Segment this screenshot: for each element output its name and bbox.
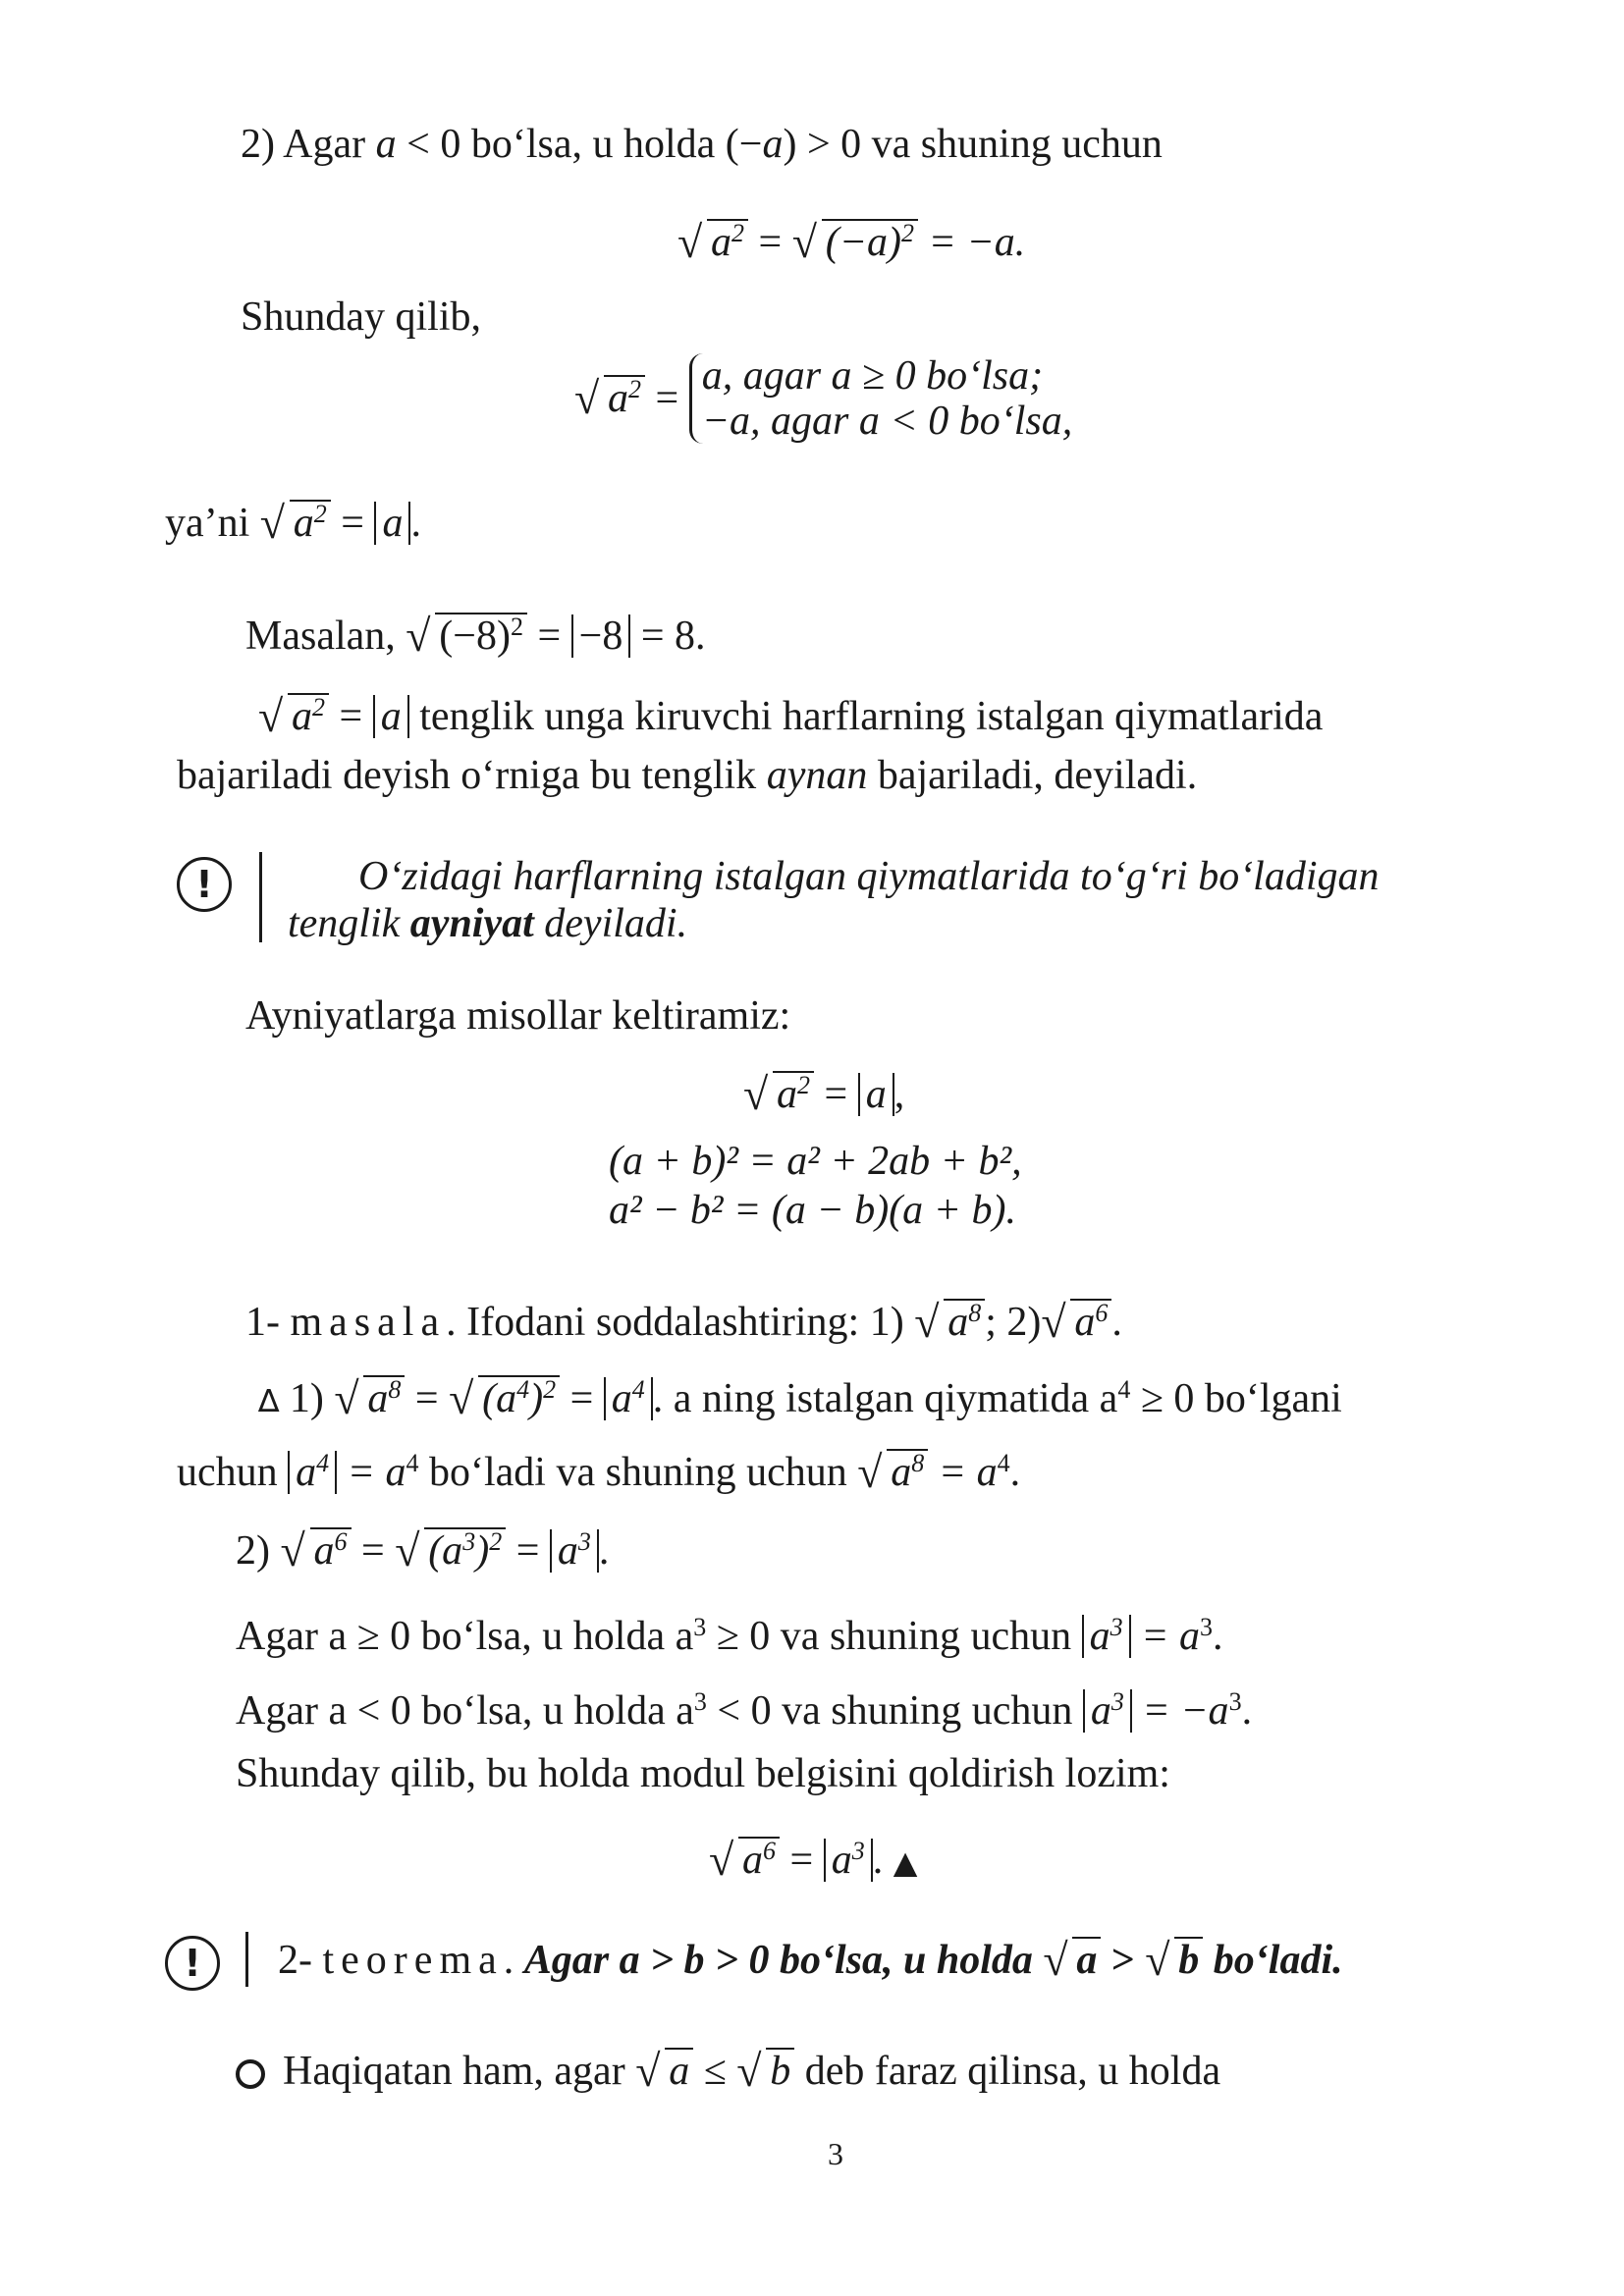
example-2: (a + b)² = a² + 2ab + b², [609, 1139, 1022, 1184]
solution-line-6: Shunday qilib, bu holda modul belgisini qoldirish lozim: [236, 1751, 1170, 1796]
equation-sqrt-neg-a: √ $a^2$ = √ $(-a)^2 = -a$. [677, 218, 1025, 267]
line-agar-negative: 2) Agar a < 0 bo‘lsa, u holda (−a) > 0 va shuning uchun [241, 122, 1163, 167]
definition-bar [259, 852, 262, 942]
example-1: √ $a^2 = a$ , [743, 1070, 904, 1119]
proof-start-icon [236, 2059, 265, 2089]
definition-line-1: O‘zidagi harflarning istalgan qiymatlarida to‘g‘ri bo‘ladigan [358, 854, 1380, 899]
solution-line-4: Agar a ≥ 0 bo‘lsa, u holda $a^3 \ge 0$ va shuning uchun $a^3 = a^3$. [236, 1613, 1223, 1659]
line-yani-abs: ya’ni √ $a^2 = a$ . [165, 499, 421, 548]
example-3: a² − b² = (a − b)(a + b). [609, 1188, 1016, 1233]
line-ayniyatlarga: Ayniyatlarga misollar keltiramiz: [245, 993, 791, 1039]
line-bajariladi: bajariladi deyish o‘rniga bu tenglik aynan bajariladi, deyiladi. [177, 753, 1198, 798]
theorem-bar [245, 1932, 248, 1987]
solution-line-5: Agar a < 0 bo‘lsa, u holda $a^3 < 0$ va shuning uchun $a^3 = -a^3$. [236, 1687, 1253, 1734]
exclamation-circle-icon: ! [177, 857, 232, 912]
definition-line-2: tenglik ayniyat deyiladi. [288, 901, 688, 946]
solution-line-2: uchun $a^4 = a^4$ bo‘ladi va shuning uchun √ $a^8 = a^4$. [177, 1448, 1020, 1497]
line-tenglik: √ $a^2 = a$ tenglik unga kiruvchi harflarning istalgan qiymatlarida [258, 692, 1323, 741]
equation-piecewise: √ $a^2 = a$, agar a ≥ 0 bo‘lsa; −a, agar a < 0 bo‘lsa, [574, 353, 1072, 444]
theorem-exclamation-icon: ! [165, 1936, 220, 1991]
theorem-2: 2- teorema. Agar a > b > 0 bo‘lsa, u holda √ a > √ b bo‘ladi. [278, 1936, 1343, 1985]
solution-line-1: ∆ 1) √ $a^8$ = √ $(a^4)^2 = a^4$ . a ning istalgan qiymatida $a^4 \ge 0$ bo‘lgani [258, 1374, 1342, 1425]
proof-line: Haqiqatan ham, agar √ a ≤ √ b deb faraz qilinsa, u holda [236, 2047, 1220, 2096]
task-1: 1- masala. Ifodani soddalashtiring: 1) √ $a^8$; 2)√ $a^6$. [245, 1298, 1122, 1347]
line-shunday-qilib: Shunday qilib, [241, 294, 482, 340]
line-masalan: Masalan, √ $(-8)^2 = -8 = 8$. [245, 612, 706, 661]
solution-line-3: 2) √ $a^6$ = √ $(a^3)^2 = a^3$ . [236, 1526, 609, 1575]
page-number: 3 [828, 2136, 843, 2171]
solution-line-7: √ $a^6 = a^3$ . ▲ [709, 1836, 917, 1887]
